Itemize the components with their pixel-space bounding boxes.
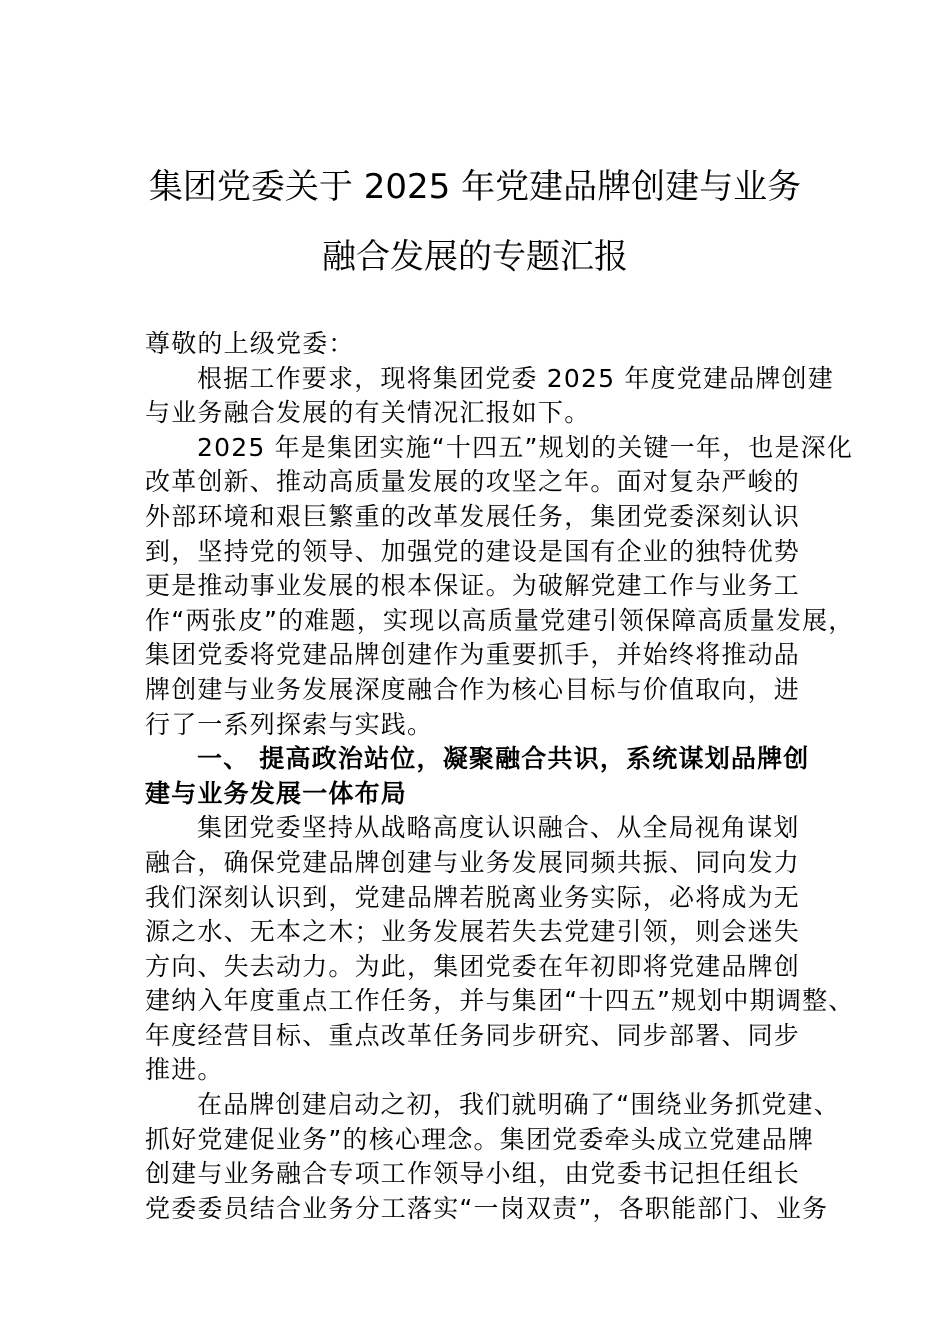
paragraph-strategy-line: 融合，确保党建品牌创建与业务发展同频共振、同向发力 <box>145 847 801 877</box>
document-title-line-2: 融合发展的专题汇报 <box>322 237 628 277</box>
paragraph-launch-line: 抓好党建促业务”的核心理念。集团党委牵头成立党建品牌 <box>145 1124 815 1154</box>
salutation: 尊敬的上级党委： <box>145 329 355 358</box>
paragraph-background-line: 改革创新、推动高质量发展的攻坚之年。面对复杂严峻的 <box>145 467 801 497</box>
paragraph-background-line: 作“两张皮”的难题，实现以高质量党建引领保障高质量发展， <box>145 605 855 635</box>
paragraph-strategy-line: 推进。 <box>145 1055 224 1085</box>
paragraph-background-line: 牌创建与业务发展深度融合作为核心目标与价值取向，进 <box>145 674 801 704</box>
paragraph-strategy-line: 年度经营目标、重点改革任务同步研究、同步部署、同步 <box>145 1020 801 1050</box>
paragraph-strategy-line: 源之水、无本之木；业务发展若失去党建引领，则会迷失 <box>145 917 801 947</box>
document-title-line-1: 集团党委关于 2025 年党建品牌创建与业务 <box>148 167 802 207</box>
section-heading-line: 一、 提高政治站位，凝聚融合共识，系统谋划品牌创 <box>197 744 810 774</box>
section-heading-line: 建与业务发展一体布局 <box>145 778 408 808</box>
paragraph-intro-line: 与业务融合发展的有关情况汇报如下。 <box>145 398 591 428</box>
document-body <box>145 327 855 1226</box>
paragraph-intro-line: 根据工作要求，现将集团党委 2025 年度党建品牌创建 <box>197 363 834 393</box>
paragraph-launch-line: 党委委员结合业务分工落实“一岗双责”，各职能部门、业务 <box>145 1193 829 1223</box>
paragraph-background-line: 2025 年是集团实施“十四五”规划的关键一年，也是深化 <box>197 432 854 462</box>
paragraph-background-line: 到，坚持党的领导、加强党的建设是国有企业的独特优势 <box>145 536 801 566</box>
paragraph-background-line: 更是推动事业发展的根本保证。为破解党建工作与业务工 <box>145 571 801 601</box>
paragraph-strategy-line: 集团党委坚持从战略高度认识融合、从全局视角谋划 <box>197 813 800 843</box>
paragraph-launch-line: 创建与业务融合专项工作领导小组，由党委书记担任组长 <box>145 1159 801 1189</box>
paragraph-strategy-line: 建纳入年度重点工作任务，并与集团“十四五”规划中期调整、 <box>145 986 855 1016</box>
paragraph-launch-line: 在品牌创建启动之初，我们就明确了“围绕业务抓党建、 <box>197 1090 840 1120</box>
paragraph-background-line: 行了一系列探索与实践。 <box>145 709 434 739</box>
paragraph-strategy-line: 方向、失去动力。为此，集团党委在年初即将党建品牌创 <box>145 951 801 981</box>
paragraph-background-line: 集团党委将党建品牌创建作为重要抓手，并始终将推动品 <box>145 640 801 670</box>
paragraph-strategy-line: 我们深刻认识到，党建品牌若脱离业务实际，必将成为无 <box>145 882 801 912</box>
paragraph-background-line: 外部环境和艰巨繁重的改革发展任务，集团党委深刻认识 <box>145 501 801 531</box>
